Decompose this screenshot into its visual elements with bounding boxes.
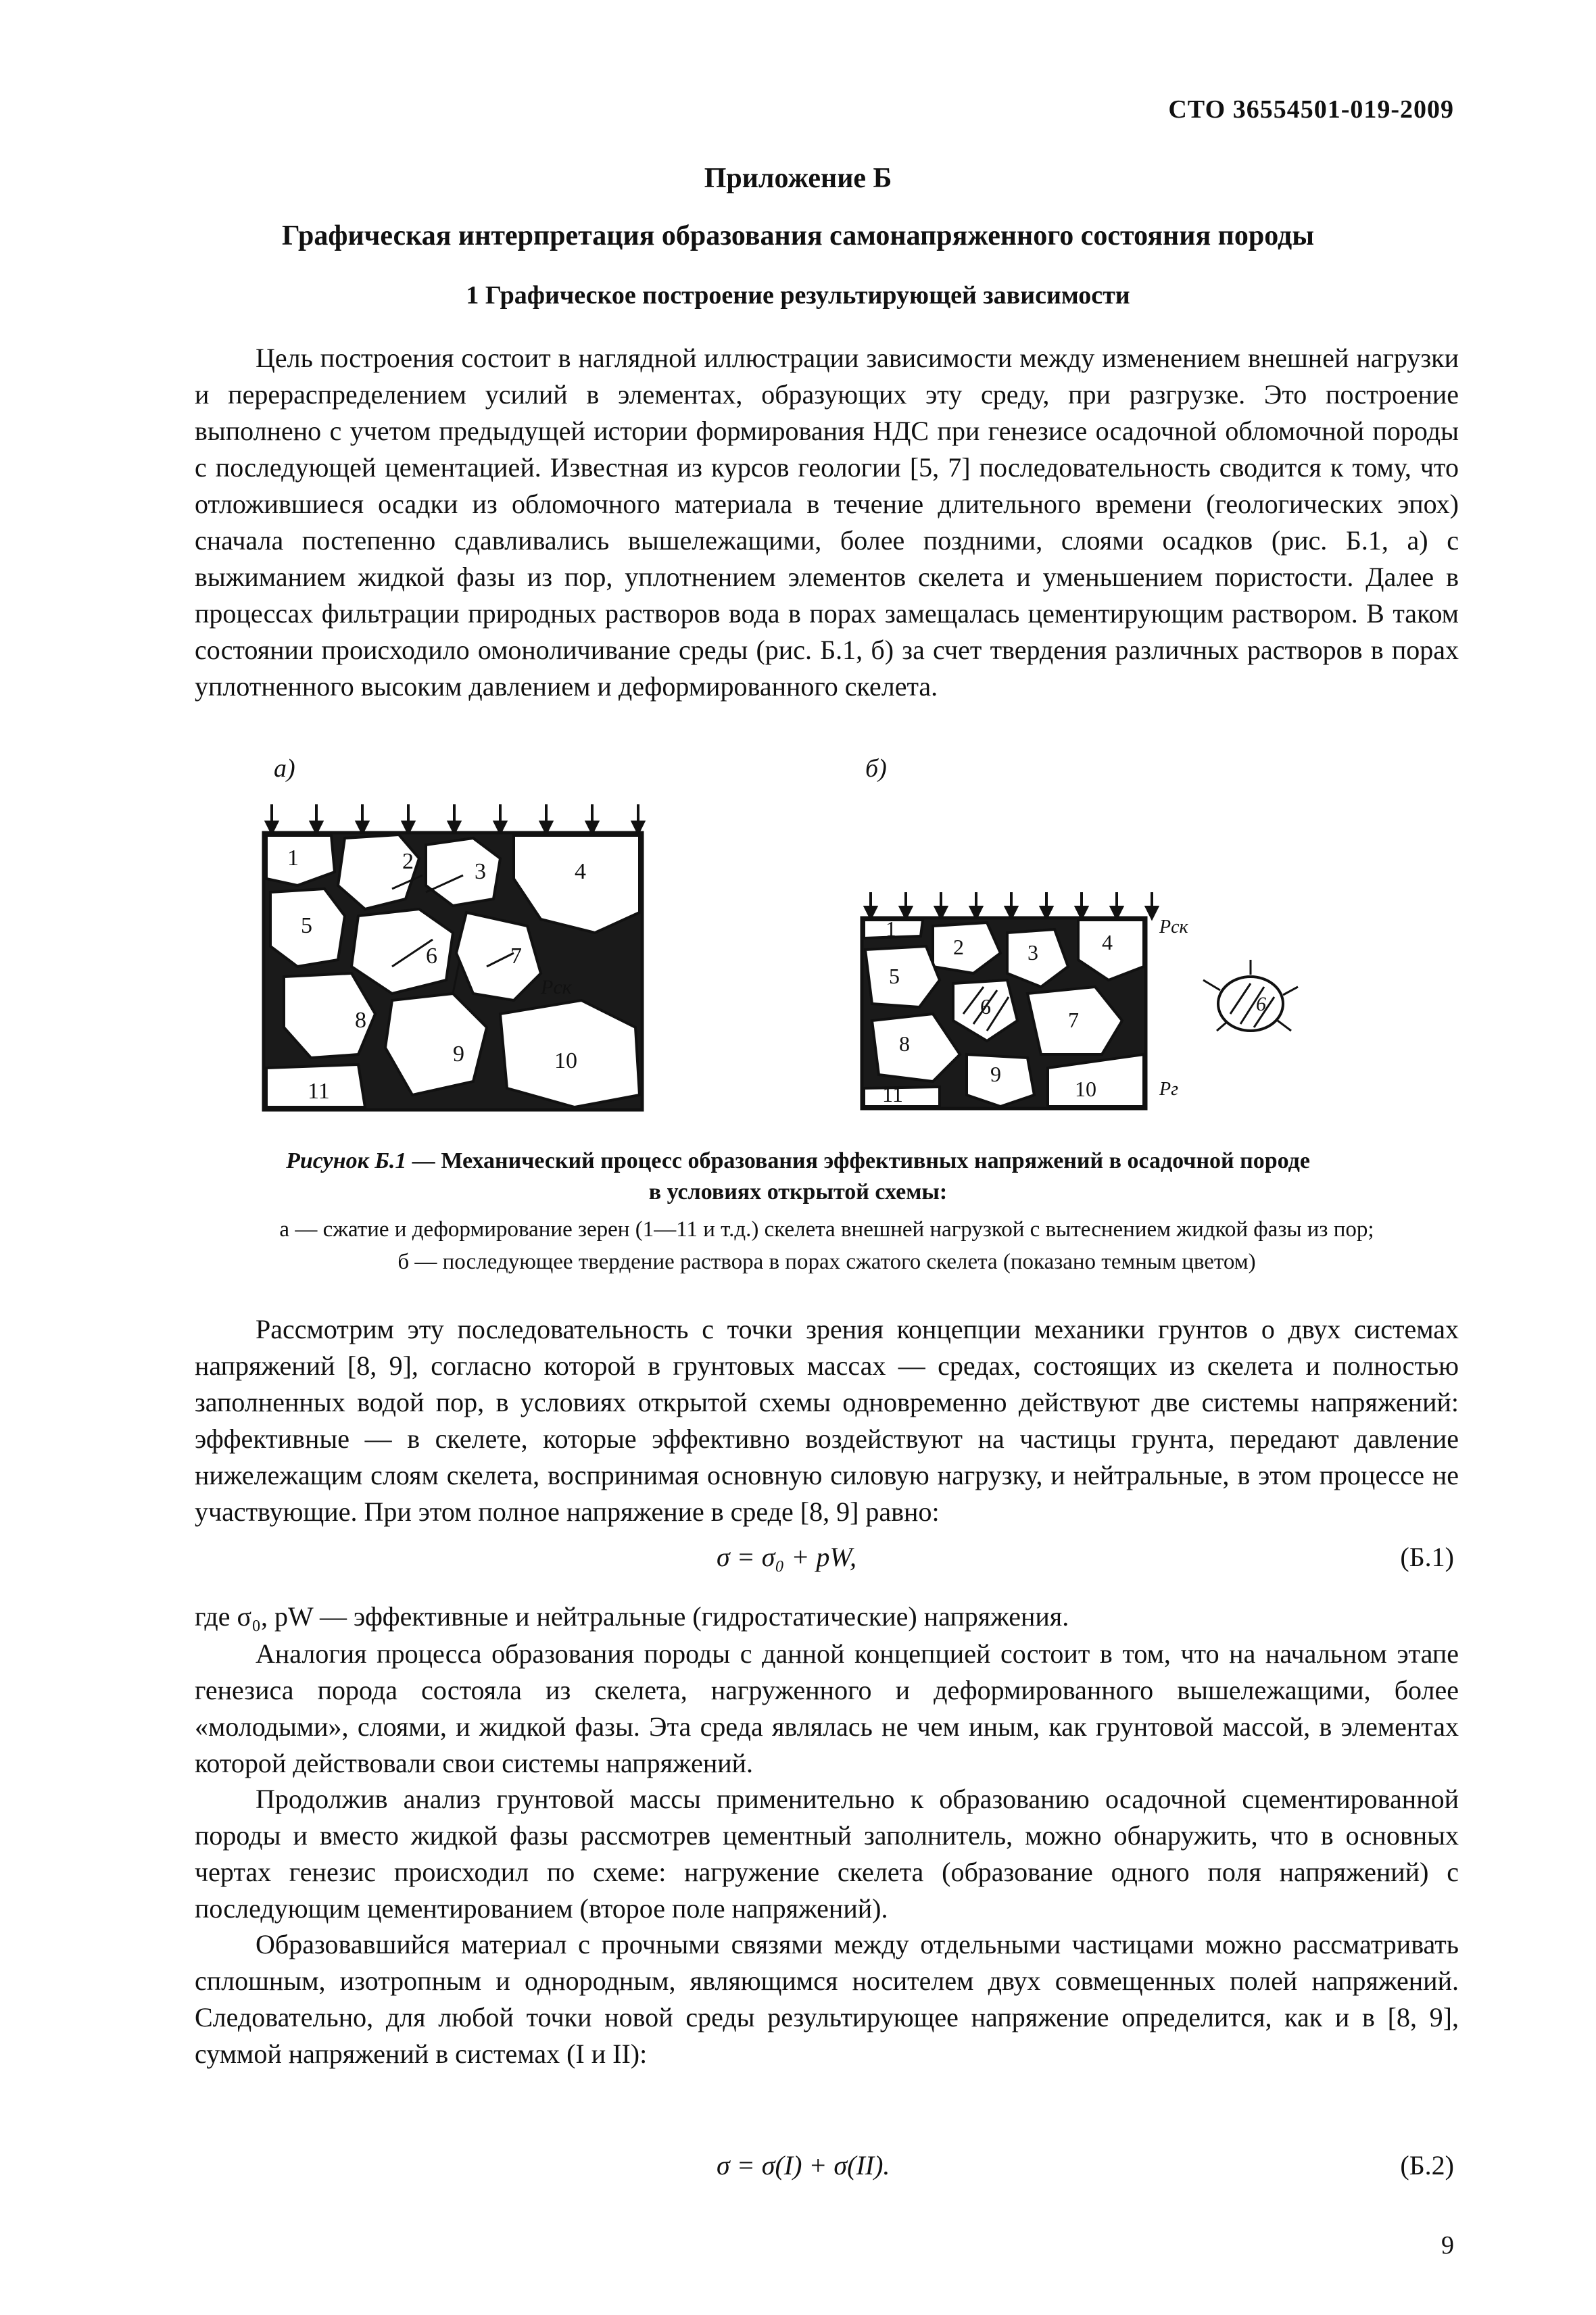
paragraph-intro: Цель построения состоит в наглядной иллюстрации зависимости между изменением внешней нагрузки и перераспределением усилий в элементах, образующих эту среду, при разгрузке. Это построение выполнено с учетом предыдущей истории формирования НДС при генезисе осадочной обломочной породы с последующей цементацией. Известная из курсов геологии [5, 7] последовательность сводится к тому, что отложившиеся осадки из обломочного материала в течение длительного времени (геологических эпох) сначала постепенно сдавливались вышележащими, более поздними, слоями осадков (рис. Б.1, а) с выжиманием жидкой фазы из пор, уплотнением элементов скелета и уменьшением пористости. Далее в процессах фильтрации природных растворов вода в порах замещалась цементирующим раствором. В таком состоянии происходило омоноличивание среды (рис. Б.1, б) за счет твердения различных растворов в порах уплотненного высоким давлением и деформированного скелета. <box>195 343 1459 702</box>
figure-label-b: б) <box>865 754 887 783</box>
grain-number: 6 <box>426 944 437 969</box>
grain-number: 5 <box>889 964 900 988</box>
grain-number: 9 <box>453 1042 464 1067</box>
figure-caption-line-2: в условиях открытой схемы: <box>648 1179 948 1204</box>
paragraph-result: Образовавшийся материал с прочными связями между отдельными частицами можно рассматривать сплошным, изотропным и однородным, являющимся носителем двух совмещенных полей напряжений. Следовательно, для любой точки новой среды результирующее напряжение определится, как и в [8, 9], суммой напряжений в системах (I и II): <box>195 1929 1459 2069</box>
grain-number: 1 <box>287 846 299 871</box>
figure-caption-line-1: Механический процесс образования эффективных напряжений в осадочной породе <box>441 1148 1310 1173</box>
formula-explanation: где σ₀, pW — эффективные и нейтральные (гидростатические) напряжения. <box>195 1601 1069 1632</box>
page-number: 9 <box>1441 2231 1454 2260</box>
grain-number: 3 <box>475 859 486 884</box>
load-arrows-a <box>266 804 644 833</box>
formula-b1: σ = σ₀ + pW, <box>717 1542 856 1572</box>
detail-number: 6 <box>1256 993 1266 1015</box>
figure-label-a: а) <box>274 754 295 783</box>
grain-number: 10 <box>1075 1077 1096 1101</box>
grain-number: 9 <box>990 1062 1001 1086</box>
document-code: СТО 36554501-019-2009 <box>1168 95 1454 124</box>
scheme-b <box>862 892 1298 1108</box>
section-heading: 1 Графическое построение результирующей зависимости <box>466 281 1130 310</box>
figure-legend-a: а — сжатие и деформирование зерен (1—11 и т.д.) скелета внешней нагрузкой с вытеснением жидкой фазы из пор; <box>279 1217 1374 1242</box>
figure-legend <box>195 1213 1459 1278</box>
formula-b2: σ = σ(I) + σ(II). <box>717 2150 890 2180</box>
grain-number: 4 <box>1102 930 1113 954</box>
scheme-a <box>264 804 644 1110</box>
detail-grain <box>1203 960 1298 1031</box>
grain-number: 5 <box>301 913 312 938</box>
paragraph-two-systems: Рассмотрим эту последовательность с точки зрения концепции механики грунтов о двух системах напряжений [8, 9], согласно которой в грунтовых массах — средах, состоящих из скелета и полностью заполненных водой пор, в условиях открытой схемы одновременно действуют две системы напряжений: эффективные — в скелете, которые эффективно воздействуют на частицы грунта, передают давление нижележащим слоям скелета, воспринимая основную силовую нагрузку, и нейтральные, в этом процессе не участвующие. При этом полное напряжение в среде [8, 9] равно: <box>195 1314 1459 1527</box>
page-title: Графическая интерпретация образования самонапряженного состояния породы <box>281 220 1315 251</box>
figure-legend-b: б — последующее твердение раствора в порах сжатого скелета (показано темным цветом) <box>397 1250 1256 1274</box>
appendix-heading: Приложение Б <box>704 163 892 194</box>
grain-number: 11 <box>308 1079 330 1104</box>
grain-number: 6 <box>980 994 991 1019</box>
grain-number: 7 <box>1068 1008 1079 1032</box>
load-arrows-b <box>865 892 1157 918</box>
paragraph-continuation: Продолжив анализ грунтовой массы применительно к образованию осадочной сцементированной породы и вместо жидкой фазы рассмотрев цементный заполнитель, можно обнаружить, что в основных чертах генезис происходил по схеме: нагружение скелета (образование одного поля напряжений) с последующим цементированием (второе поле напряжений). <box>195 1784 1459 1924</box>
grain-number: 8 <box>355 1008 366 1033</box>
figure-caption <box>0 1146 1596 1208</box>
grain-number: 11 <box>882 1082 903 1106</box>
grain-number: 1 <box>886 917 896 941</box>
formula-b1-number: (Б.1) <box>1400 1542 1454 1572</box>
label-p-sk-a: Pск <box>541 976 572 998</box>
grain-number: 3 <box>1027 940 1038 965</box>
label-p-g: Pг <box>1159 1079 1179 1100</box>
label-p-sk-b: Pск <box>1159 917 1188 937</box>
figure-caption-prefix: Рисунок Б.1 — <box>286 1148 435 1173</box>
grain-number: 2 <box>953 935 964 959</box>
grain-number: 4 <box>575 859 586 884</box>
grain-number: 8 <box>899 1031 910 1056</box>
grain-number: 10 <box>554 1048 577 1073</box>
figure-b1-diagram <box>257 798 1338 1136</box>
grain-number: 7 <box>510 944 522 969</box>
grain-number: 2 <box>402 849 414 874</box>
formula-b2-number: (Б.2) <box>1400 2150 1454 2180</box>
paragraph-analogy: Аналогия процесса образования породы с данной концепцией состоит в том, что на начальном этапе генезиса порода состояла из скелета, нагруженного и деформированного вышележащими, более «молодыми», слоями, и жидкой фазы. Эта среда являлась не чем иным, как грунтовой массой, в элементах которой действовали свои системы напряжений. <box>195 1638 1459 1778</box>
